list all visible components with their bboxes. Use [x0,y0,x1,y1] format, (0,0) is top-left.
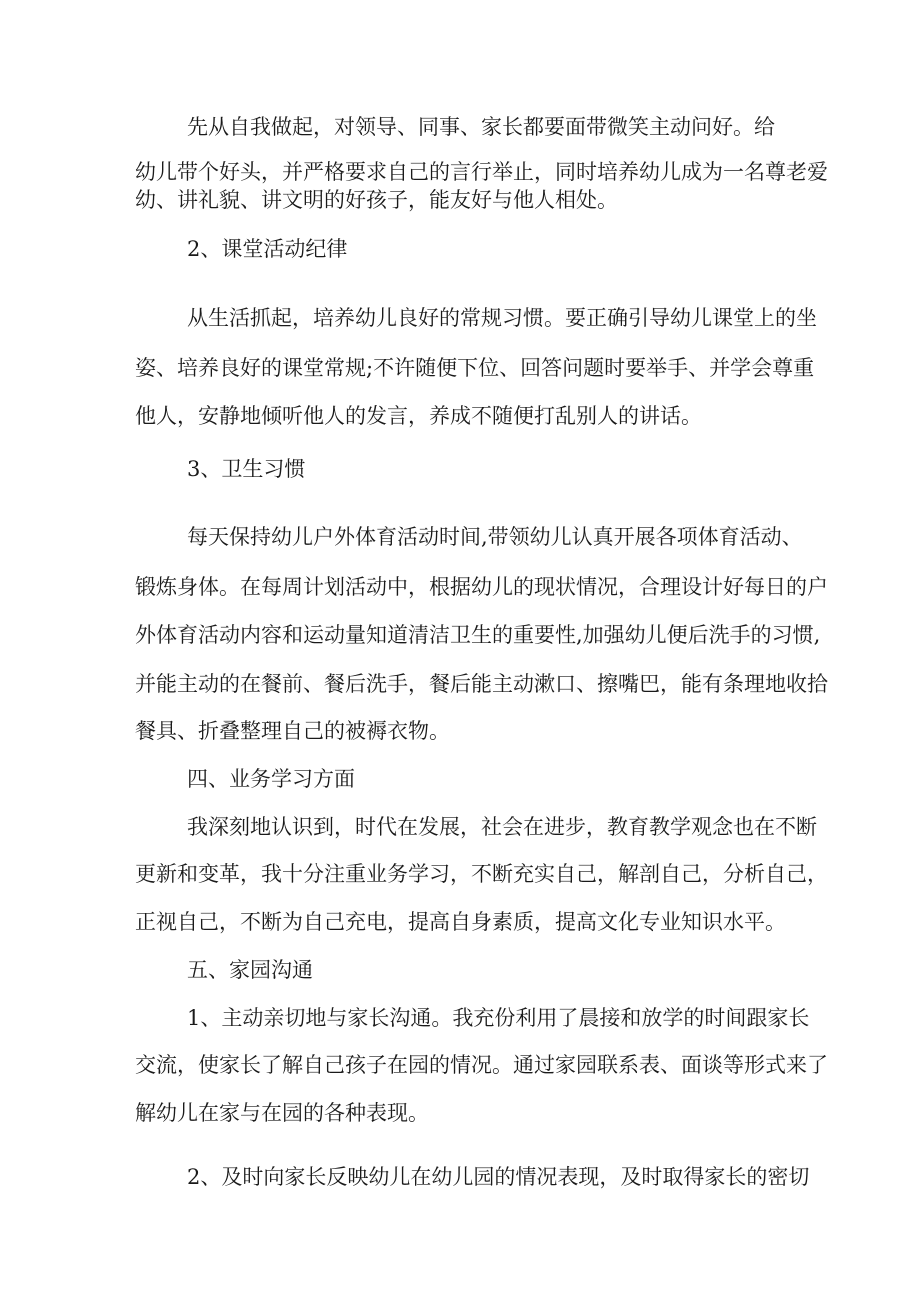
paragraph-line: 他人，安静地倾听他人的发言，养成不随便打乱别人的讲话。 [135,404,702,428]
paragraph-line: 并能主动的在餐前、餐后洗手，餐后能主动漱口、擦嘴巴，能有条理地收拾 [135,672,828,696]
paragraph-line: 锻炼身体。在每周计划活动中，根据幼儿的现状情况，合理设计好每日的户 [135,575,828,599]
paragraph-line: 1、主动亲切地与家长沟通。我充份利用了晨接和放学的时间跟家长 [187,1006,810,1030]
section-heading: 五、家园沟通 [187,958,313,982]
section-heading: 四、业务学习方面 [187,767,355,791]
paragraph-line: 外体育活动内容和运动量知道清洁卫生的重要性,加强幼儿便后洗手的习惯, [135,623,821,647]
paragraph-line: 从生活抓起，培养幼儿良好的常规习惯。要正确引导幼儿课堂上的坐 [187,306,817,330]
paragraph-line: 交流，使家长了解自己孩子在园的情况。通过家园联系表、面谈等形式来了 [135,1053,828,1077]
paragraph-line: 正视自己，不断为自己充电，提高自身素质，提高文化专业知识水平。 [135,910,786,934]
paragraph-line: 餐具、折叠整理自己的被褥衣物。 [135,719,450,743]
paragraph-line: 幼儿带个好头，并严格要求自己的言行举止，同时培养幼儿成为一名尊老爱 [135,160,828,184]
paragraph-line: 先从自我做起，对领导、同事、家长都要面带微笑主动问好。给 [187,115,775,139]
paragraph-line: 我深刻地认识到，时代在发展，社会在进步，教育教学观念也在不断 [187,815,817,839]
paragraph-line: 幼、讲礼貌、讲文明的好孩子，能友好与他人相处。 [135,188,618,212]
section-heading: 3、卫生习惯 [187,457,306,481]
paragraph-line: 更新和变革，我十分注重业务学习，不断充实自己，解剖自己，分析自己， [135,862,828,886]
paragraph-line: 姿、培养良好的课堂常规;不许随便下位、回答问题时要举手、并学会尊重 [135,356,815,380]
section-heading: 2、课堂活动纪律 [187,237,348,261]
paragraph-line: 解幼儿在家与在园的各种表现。 [135,1101,429,1125]
paragraph-line: 2、及时向家长反映幼儿在幼儿园的情况表现，及时取得家长的密切 [187,1165,810,1189]
paragraph-line: 每天保持幼儿户外体育活动时间,带领幼儿认真开展各项体育活动、 [187,525,803,549]
